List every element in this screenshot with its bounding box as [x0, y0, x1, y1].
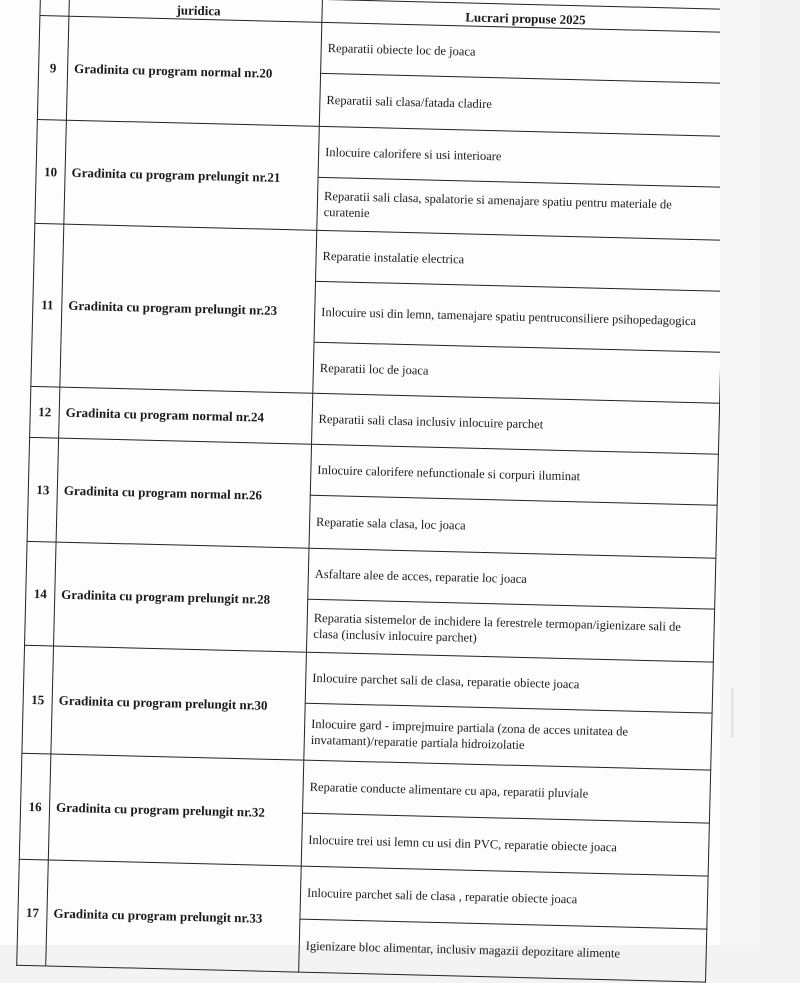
institution-name: Gradinita cu program prelungit nr.30	[51, 646, 307, 760]
proposed-work-text: Reparatie conducte alimentare cu apa, reparatii pluviale	[309, 779, 589, 801]
row-number: 11	[31, 223, 64, 387]
works-table	[16, 0, 730, 983]
proposed-work-text: Inlocuire calorifere si usi interioare	[325, 145, 502, 164]
proposed-work-text: Reparatii loc de joaca	[319, 360, 429, 378]
header-works-cell: Lucrari propuse 2025	[322, 0, 729, 32]
row-number: 17	[17, 859, 49, 966]
proposed-work-cell	[299, 919, 707, 982]
proposed-work-text: Inlocuire parchet sali de clasa , reparatie obiecte joaca	[306, 885, 578, 907]
institution-name: Gradinita cu program normal nr.24	[59, 387, 313, 444]
header-nr-cell	[40, 0, 70, 16]
proposed-work-text: Reparatia sistemelor de inchidere la ferestrele termopan/igienizare sali de clasa (inclusiv inlocuire parchet)	[313, 610, 682, 645]
proposed-work-cell	[319, 73, 727, 136]
row-number: 16	[19, 753, 51, 860]
proposed-work-cell	[317, 177, 725, 240]
row-number: 10	[35, 119, 67, 224]
institution-name: Gradinita cu program prelungit nr.32	[48, 754, 304, 866]
proposed-work-text: Igienizare bloc alimentar, inclusiv magazii depozitare alimente	[305, 938, 621, 961]
page-margin	[720, 0, 760, 945]
row-number: 13	[27, 437, 59, 542]
institution-name: Gradinita cu program prelungit nr.21	[64, 120, 319, 230]
proposed-work-text: Reparatii sali clasa inclusiv inlocuire parchet	[318, 411, 544, 432]
header-name-cell: juridica	[69, 0, 322, 22]
proposed-work-text: Asfaltare alee de acces, reparatie loc joaca	[314, 566, 527, 587]
margin-mark	[731, 688, 734, 738]
proposed-work-text: Inlocuire calorifere nefunctionale si corpuri iluminat	[317, 462, 581, 484]
proposed-work-text: Inlocuire parchet sali de clasa, reparatie obiecte joaca	[312, 670, 580, 692]
proposed-work-text: Inlocuire gard - imprejmuire partiala (zona de acces unitatea de invatamant)/reparatie partiala hidroizolatie	[310, 716, 629, 753]
row-number: 14	[25, 541, 57, 646]
proposed-work-text: Reparatii sali clasa/fatada cladire	[326, 93, 493, 112]
institution-name: Gradinita cu program prelungit nr.23	[60, 224, 317, 393]
scanned-document	[16, 0, 760, 983]
institution-name: Gradinita cu program normal nr.26	[56, 438, 311, 548]
proposed-work-text: Reparatie sala clasa, loc joaca	[315, 514, 466, 533]
proposed-work-cell	[304, 703, 712, 770]
institution-name: Gradinita cu program normal nr.20	[66, 16, 321, 126]
proposed-work-text: Inlocuire trei usi lemn cu usi din PVC, reparatie obiecte joaca	[308, 832, 618, 855]
row-number: 9	[37, 16, 69, 121]
proposed-work-cell	[306, 599, 714, 662]
proposed-work-text: Inlocuire usi din lemn, tamenajare spatiu pentruconsiliere psihopedagogica	[321, 304, 697, 329]
proposed-work-text: Reparatii obiecte loc de joaca	[327, 41, 476, 59]
institution-name: Gradinita cu program prelungit nr.28	[54, 542, 309, 652]
row-number: 12	[30, 386, 60, 438]
proposed-work-text: Reparatie instalatie electrica	[322, 248, 465, 267]
institution-name: Gradinita cu program prelungit nr.33	[46, 860, 302, 972]
row-number: 15	[22, 645, 54, 754]
proposed-work-text: Reparatii sali clasa, spalatorie si amenajare spatiu pentru materiale de curatenie	[323, 189, 672, 221]
proposed-work-cell	[314, 281, 722, 352]
